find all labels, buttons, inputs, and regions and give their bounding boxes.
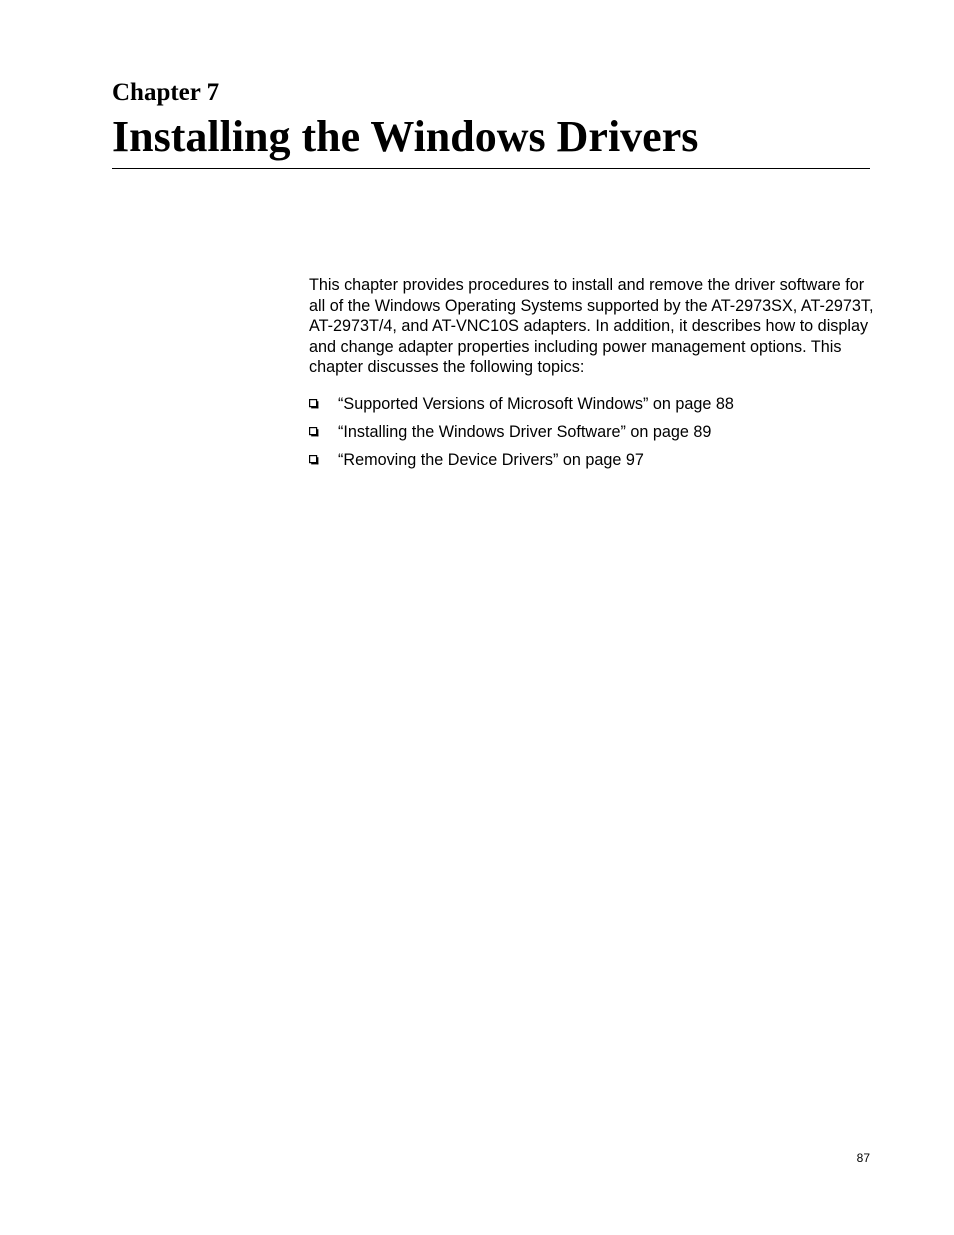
list-item xyxy=(309,422,874,450)
checkbox-bullet-icon xyxy=(309,427,319,437)
title-divider xyxy=(112,168,870,169)
topic-link-supported-versions[interactable]: “Supported Versions of Microsoft Windows” on page 88 xyxy=(338,395,734,413)
topic-link-removing-drivers[interactable]: “Removing the Device Drivers” on page 97 xyxy=(338,451,644,469)
checkbox-bullet-icon xyxy=(309,399,319,409)
topic-link-installing-driver[interactable]: “Installing the Windows Driver Software” on page 89 xyxy=(338,423,712,441)
list-item xyxy=(309,450,874,478)
page-title: Installing the Windows Drivers xyxy=(112,112,699,161)
topic-list xyxy=(309,394,874,478)
page-number: 87 xyxy=(856,1151,870,1165)
list-item xyxy=(309,394,874,422)
intro-paragraph: This chapter provides procedures to install and remove the driver software for all of the Windows Operating Systems supported by the AT-2973SX, AT-2973T, AT-2973T/4, and AT-VNC10S adapters. In addition, it describes how to display and change adapter properties including power management options. This chapter discusses the following topics: xyxy=(309,276,874,376)
chapter-label: Chapter 7 xyxy=(112,79,220,106)
checkbox-bullet-icon xyxy=(309,455,319,465)
